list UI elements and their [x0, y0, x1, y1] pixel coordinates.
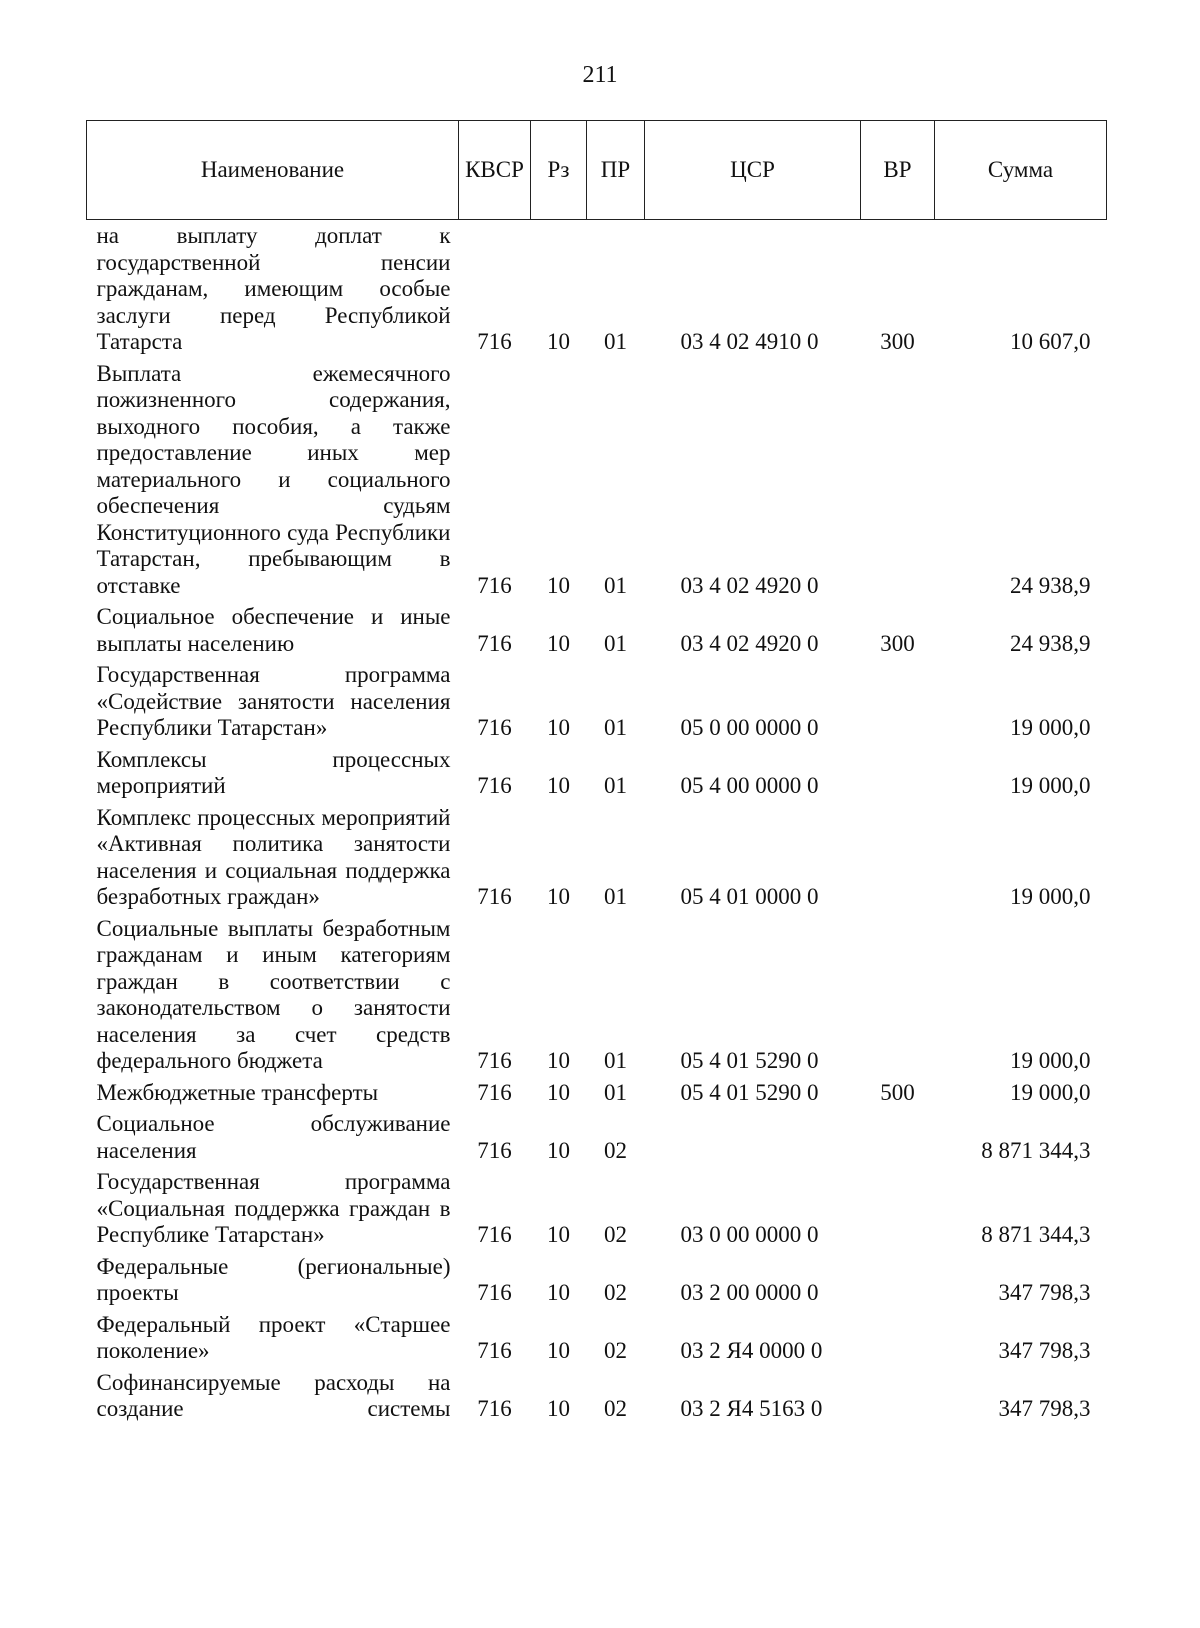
row-pr: 01: [604, 630, 627, 656]
row-vr: [861, 802, 935, 913]
row-kvsr: 716: [477, 773, 512, 798]
header-kvsr: КВСР: [459, 121, 531, 220]
table-row: [87, 1166, 1107, 1251]
table-row: [87, 659, 1107, 744]
row-csr: 03 2 Я4 0000 0: [680, 1338, 823, 1363]
table-row: [87, 802, 1107, 913]
row-vr: 300: [880, 630, 915, 656]
row-sum: 19 000,0: [1010, 715, 1091, 740]
row-csr: 03 2 00 0000 0: [680, 1280, 819, 1305]
row-sum: 347 798,3: [998, 1338, 1091, 1363]
table-row: [87, 601, 1107, 659]
row-rz: 10: [547, 1280, 570, 1305]
header-name: Наименование: [87, 121, 459, 220]
row-name: Софинансируемые расходы на создание системы: [96, 1369, 451, 1421]
row-sum: 19 000,0: [1010, 1048, 1091, 1073]
row-name: Комплексы процессных мероприятий: [96, 746, 451, 798]
row-sum: 347 798,3: [998, 1396, 1091, 1421]
row-csr: 03 4 02 4920 0: [680, 630, 819, 656]
row-rz: 10: [547, 1137, 570, 1163]
table-row: [87, 744, 1107, 802]
row-vr: [861, 744, 935, 802]
row-csr: [645, 1108, 861, 1166]
table-header-row: [87, 121, 1107, 220]
row-csr: 05 4 01 0000 0: [680, 884, 819, 909]
row-sum: 10 607,0: [1010, 329, 1091, 354]
row-kvsr: 716: [477, 1280, 512, 1305]
row-kvsr: 716: [477, 1048, 512, 1073]
row-rz: 10: [547, 329, 570, 354]
row-kvsr: 716: [477, 715, 512, 740]
row-name: Социальное обслуживание населения: [96, 1111, 451, 1163]
row-name: Комплекс процессных мероприятий «Активная политика занятости населения и социальная поддержка безработных граждан»: [96, 804, 451, 909]
table-row: [87, 358, 1107, 602]
row-vr: [861, 659, 935, 744]
row-name: Государственная программа «Социальная поддержка граждан в Республике Татарстан»: [96, 1169, 451, 1247]
row-kvsr: 716: [477, 1396, 512, 1421]
row-sum: 347 798,3: [998, 1280, 1091, 1305]
row-pr: 01: [604, 884, 627, 909]
row-pr: 02: [604, 1338, 627, 1363]
row-vr: [861, 1367, 935, 1425]
row-rz: 10: [547, 1079, 570, 1105]
row-sum: 24 938,9: [1010, 572, 1091, 598]
row-sum: 19 000,0: [1010, 884, 1091, 909]
row-vr: [861, 358, 935, 602]
row-pr: 02: [604, 1280, 627, 1305]
row-name: Межбюджетные трансферты: [96, 1079, 379, 1105]
row-kvsr: 716: [477, 1137, 512, 1163]
row-pr: 02: [604, 1222, 627, 1247]
row-name: Федеральные (региональные) проекты: [96, 1253, 451, 1305]
row-pr: 01: [604, 1048, 627, 1073]
header-rz: Рз: [531, 121, 587, 220]
row-rz: 10: [547, 1222, 570, 1247]
row-rz: 10: [547, 1048, 570, 1073]
row-name: Выплата ежемесячного пожизненного содержания, выходного пособия, а также предоставление иных мер материального и социального обеспечения судьям Конституционного суда Республики Татарстан, пребывающим в отставке: [96, 360, 451, 598]
row-pr: 01: [604, 773, 627, 798]
header-sum: Сумма: [935, 121, 1107, 220]
row-name: Государственная программа «Содействие занятости населения Республики Татарстан»: [96, 662, 451, 740]
row-kvsr: 716: [477, 630, 512, 656]
row-rz: 10: [547, 884, 570, 909]
table-row: [87, 220, 1107, 358]
row-csr: 05 0 00 0000 0: [680, 715, 819, 740]
row-pr: 01: [604, 1079, 627, 1105]
row-vr: [861, 1166, 935, 1251]
table-row: [87, 913, 1107, 1077]
row-sum: 24 938,9: [1010, 630, 1091, 656]
row-csr: 05 4 00 0000 0: [680, 773, 819, 798]
row-rz: 10: [547, 773, 570, 798]
row-sum: 19 000,0: [1010, 1079, 1091, 1105]
row-rz: 10: [547, 1396, 570, 1421]
row-vr: [861, 1108, 935, 1166]
row-rz: 10: [547, 1338, 570, 1363]
row-vr: [861, 1251, 935, 1309]
table-row: [87, 1309, 1107, 1367]
table-row: [87, 1251, 1107, 1309]
row-rz: 10: [547, 715, 570, 740]
row-csr: 05 4 01 5290 0: [680, 1048, 819, 1073]
row-name: Социальные выплаты безработным гражданам и иным категориям граждан в соответствии с законодательством о занятости населения за счет средств федерального бюджета: [96, 915, 451, 1073]
row-kvsr: 716: [477, 329, 512, 354]
row-vr: 500: [880, 1079, 915, 1105]
row-csr: 03 2 Я4 5163 0: [680, 1396, 823, 1421]
row-rz: 10: [547, 630, 570, 656]
row-csr: 03 0 00 0000 0: [680, 1222, 819, 1247]
row-vr: [861, 1309, 935, 1367]
row-sum: 19 000,0: [1010, 773, 1091, 798]
table-row: [87, 1077, 1107, 1109]
row-pr: 02: [604, 1396, 627, 1421]
budget-table: [86, 120, 1107, 1425]
row-vr: 300: [880, 329, 915, 354]
header-csr: ЦСР: [645, 121, 861, 220]
header-vr: ВР: [861, 121, 935, 220]
row-pr: 01: [604, 329, 627, 354]
row-kvsr: 716: [477, 1338, 512, 1363]
row-name: Федеральный проект «Старшее поколение»: [96, 1311, 451, 1363]
table-row: [87, 1367, 1107, 1425]
row-pr: 01: [604, 572, 627, 598]
row-sum: 8 871 344,3: [981, 1222, 1091, 1247]
row-sum: 8 871 344,3: [981, 1137, 1091, 1163]
row-kvsr: 716: [477, 572, 512, 598]
row-kvsr: 716: [477, 1079, 512, 1105]
row-csr: 03 4 02 4920 0: [680, 572, 819, 598]
page-number: 211: [582, 62, 618, 88]
row-kvsr: 716: [477, 884, 512, 909]
row-pr: 02: [604, 1137, 627, 1163]
row-name: Социальное обеспечение и иные выплаты населению: [96, 604, 451, 656]
row-pr: 01: [604, 715, 627, 740]
row-vr: [861, 913, 935, 1077]
table-row: [87, 1108, 1107, 1166]
row-kvsr: 716: [477, 1222, 512, 1247]
header-pr: ПР: [587, 121, 645, 220]
row-csr: 03 4 02 4910 0: [680, 329, 819, 354]
row-csr: 05 4 01 5290 0: [680, 1079, 819, 1105]
row-rz: 10: [547, 572, 570, 598]
row-name: на выплату доплат к государственной пенсии гражданам, имеющим особые заслуги перед Республикой Татарста: [96, 223, 451, 354]
